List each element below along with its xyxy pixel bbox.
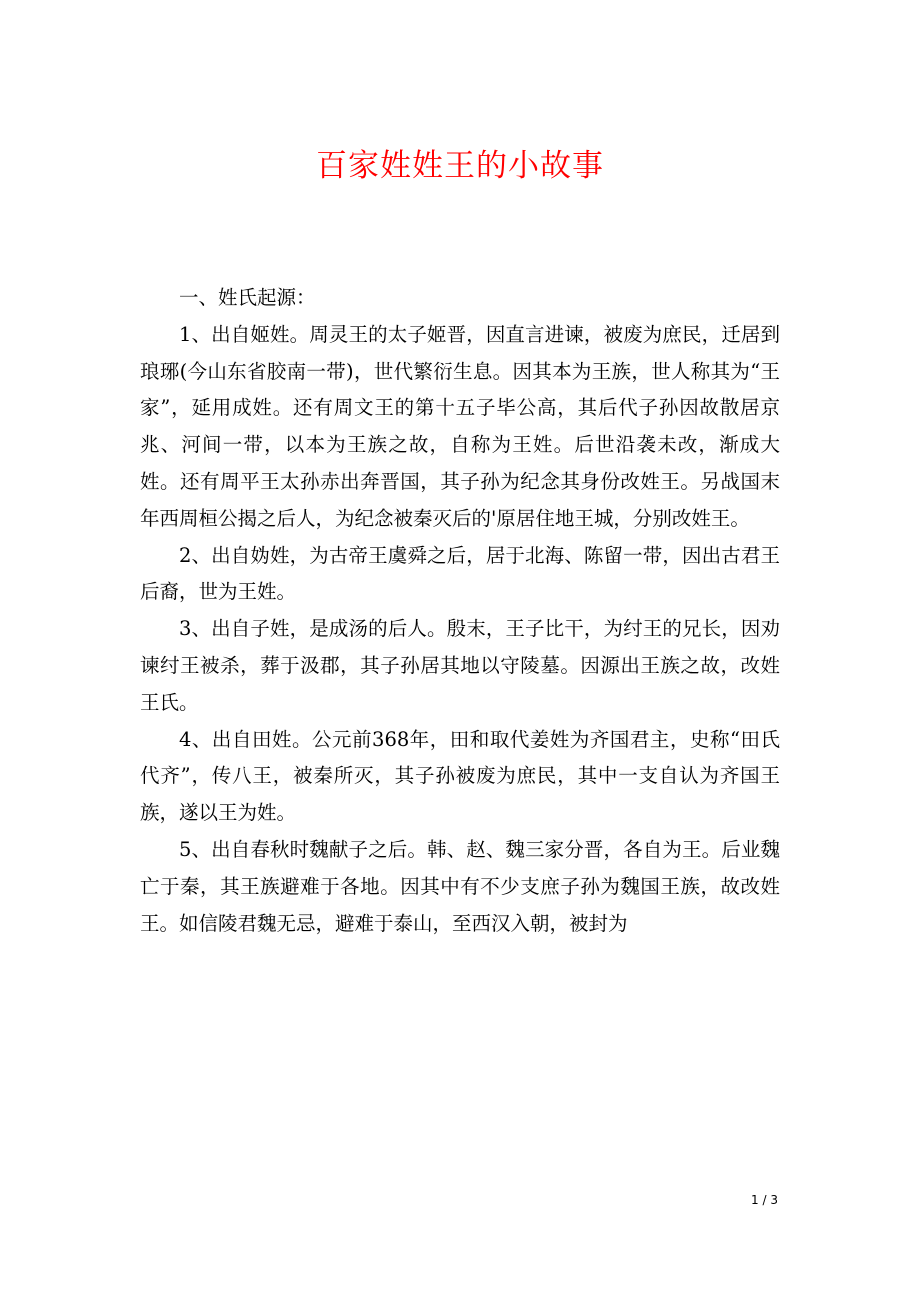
paragraph-origin-1: 1、出自姬姓。周灵王的太子姬晋，因直言进谏，被废为庶民，迁居到琅琊(今山东省胶南一带)，世代繁衍生息。因其本为王族，世人称其为“王家”，延用成姓。还有周文王的第十五子毕公高，其后代子孙因故散居京兆、河间一带，以本为王族之故，自称为王姓。后世沿袭未改，渐成大姓。还有周平王太孙赤出奔晋国，其子孙为纪念其身份改姓王。另战国末年西周桓公揭之后人，为纪念被秦灭后的'原居住地王城，分别改姓王。 xyxy=(140,322,780,530)
document-body xyxy=(140,280,780,942)
paragraph-origin-2: 2、出自妫姓，为古帝王虞舜之后，居于北海、陈留一带，因出古君王后裔，世为王姓。 xyxy=(140,543,780,604)
paragraph-origin-5: 5、出自春秋时魏献子之后。韩、赵、魏三家分晋，各自为王。后业魏亡于秦，其王族避难于各地。因其中有不少支庶子孙为魏国王族，故改姓王。如信陵君魏无忌，避难于泰山，至西汉入朝，被封为 xyxy=(140,837,780,935)
paragraph-origin-3: 3、出自子姓，是成汤的后人。殷末，王子比干，为纣王的兄长，因劝谏纣王被杀，葬于汲郡，其子孙居其地以守陵墓。因源出王族之故，改姓王氏。 xyxy=(140,617,780,714)
document-title: 百家姓姓王的小故事 xyxy=(316,148,604,184)
section-heading: 一、姓氏起源： xyxy=(179,286,316,309)
page-number: 1 / 3 xyxy=(751,1193,778,1207)
paragraph-origin-4: 4、出自田姓。公元前368年，田和取代姜姓为齐国君主，史称“田氏代齐”，传八王，被秦所灭，其子孙被废为庶民，其中一支自认为齐国王族，遂以王为姓。 xyxy=(140,727,780,825)
